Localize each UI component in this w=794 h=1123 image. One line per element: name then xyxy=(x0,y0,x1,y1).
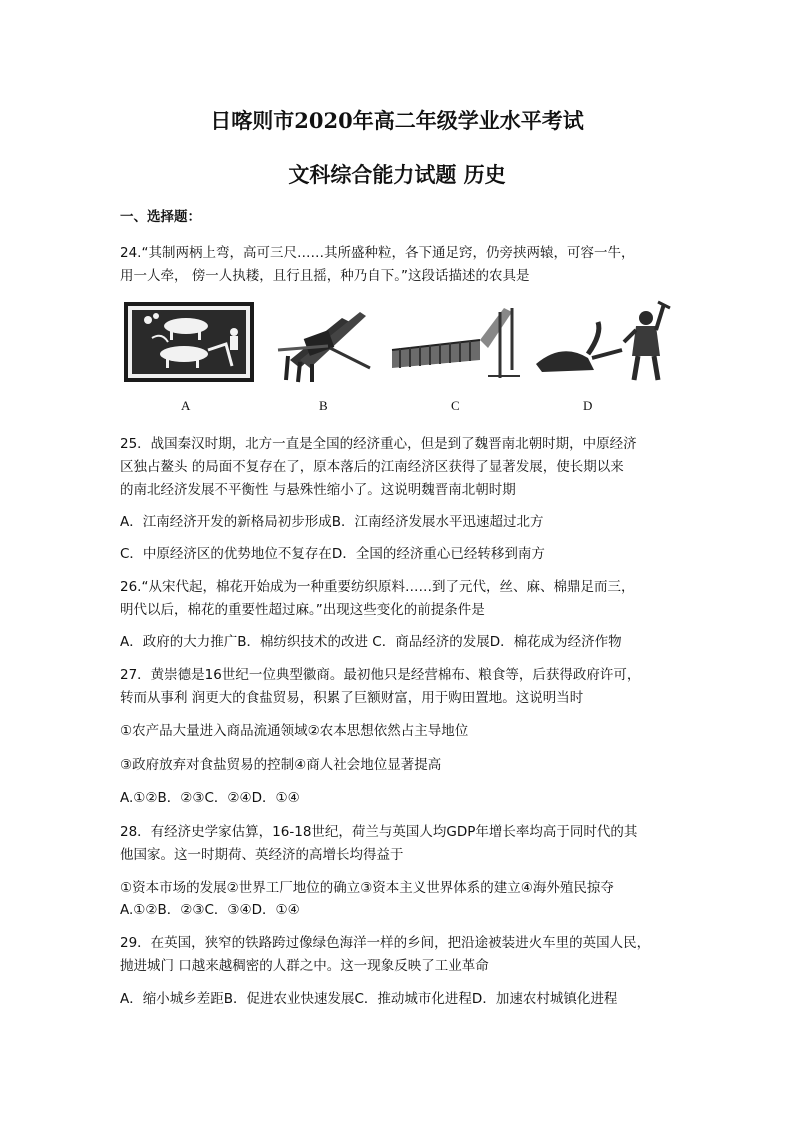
q26-stem-line1: 26.“从宋代起，棉花开始成为一种重要纺织原料……到了元代，丝、麻、棉鼎足而三， xyxy=(120,579,635,595)
q28-items: ①资本市场的发展②世界工厂地位的确立③资本主义世界体系的建立④海外殖民掠夺 xyxy=(120,880,614,896)
q26-options: A．政府的大力推广B．棉纺织技术的改进 C．商品经济的发展D．棉花成为经济作物 xyxy=(120,634,622,650)
q27-items-34: ③政府放弃对食盐贸易的控制④商人社会地位显著提高 xyxy=(120,757,442,773)
exam-title: 日喀则市2020年高二年级学业水平考试 xyxy=(210,108,584,133)
q24-stem-line2: 用一人牵， 傍一人执耧，且行且摇，种乃自下。”这段话描述的农具是 xyxy=(120,268,530,284)
q27-stem-line2: 转而从事利 润更大的食盐贸易，积累了巨额财富，用于购田置地。这说明当时 xyxy=(120,690,584,706)
figure-label-b: B xyxy=(319,398,328,413)
q29-options: A．缩小城乡差距B．促进农业快速发展C．推动城市化进程D．加速农村城镇化进程 xyxy=(120,991,618,1007)
q24-stem-line1: 24.“其制两柄上弯，高可三尺……其所盛种粒，各下通足窍，仍旁挟两辕，可容一牛， xyxy=(120,245,635,261)
q27-items-12: ①农产品大量进入商品流通领域②农本思想依然占主导地位 xyxy=(120,723,469,739)
q25-stem-line3: 的南北经济发展不平衡性 与悬殊性缩小了。这说明魏晋南北朝时期 xyxy=(120,482,516,498)
q28-options: A.①②B．②③C．③④D．①④ xyxy=(120,902,300,918)
q25-stem-line1: 25．战国秦汉时期，北方一直是全国的经济重心，但是到了魏晋南北朝时期，中原经济 xyxy=(120,436,637,452)
q29-stem-line2: 抛进城门 口越来越稠密的人群之中。这一现象反映了工业革命 xyxy=(120,958,489,974)
q25-options-ab: A．江南经济开发的新格局初步形成B．江南经济发展水平迅速超过北方 xyxy=(120,514,544,530)
exam-subtitle: 文科综合能力试题 历史 xyxy=(288,162,506,187)
q28-stem-line2: 他国家。这一时期荷、英经济的高增长均得益于 xyxy=(120,847,404,863)
q29-stem-line1: 29．在英国，狭窄的铁路跨过像绿色海洋一样的乡间，把沿途被装进火车里的英国人民， xyxy=(120,935,651,951)
q27-stem-line1: 27．黄崇德是16世纪一位典型徽商。最初他只是经营棉布、粮食等，后获得政府许可， xyxy=(120,667,641,683)
q24-figure-row xyxy=(122,298,682,416)
figure-label-c: C xyxy=(451,398,460,413)
figure-label-a: A xyxy=(181,398,191,413)
q28-stem-line1: 28．有经济史学家估算，16-18世纪，荷兰与英国人均GDP年增长率均高于同时代的其 xyxy=(120,824,638,840)
q27-options: A.①②B．②③C．②④D．①④ xyxy=(120,790,300,806)
q25-stem-line2: 区独占鳌头 的局面不复存在了，原本落后的江南经济区获得了显著发展，使长期以来 xyxy=(120,459,624,475)
section-heading: 一、选择题： xyxy=(120,209,201,225)
seed-drill-icon xyxy=(270,298,380,386)
water-wheel-icon xyxy=(388,298,522,386)
ox-plough-mural-icon xyxy=(122,298,256,386)
q26-stem-line2: 明代以后，棉花的重要性超过麻。”出现这些变化的前提条件是 xyxy=(120,602,485,618)
figure-label-d: D xyxy=(583,398,593,413)
curved-plough-icon xyxy=(532,298,672,386)
q25-options-cd: C．中原经济区的优势地位不复存在D．全国的经济重心已经转移到南方 xyxy=(120,546,545,562)
